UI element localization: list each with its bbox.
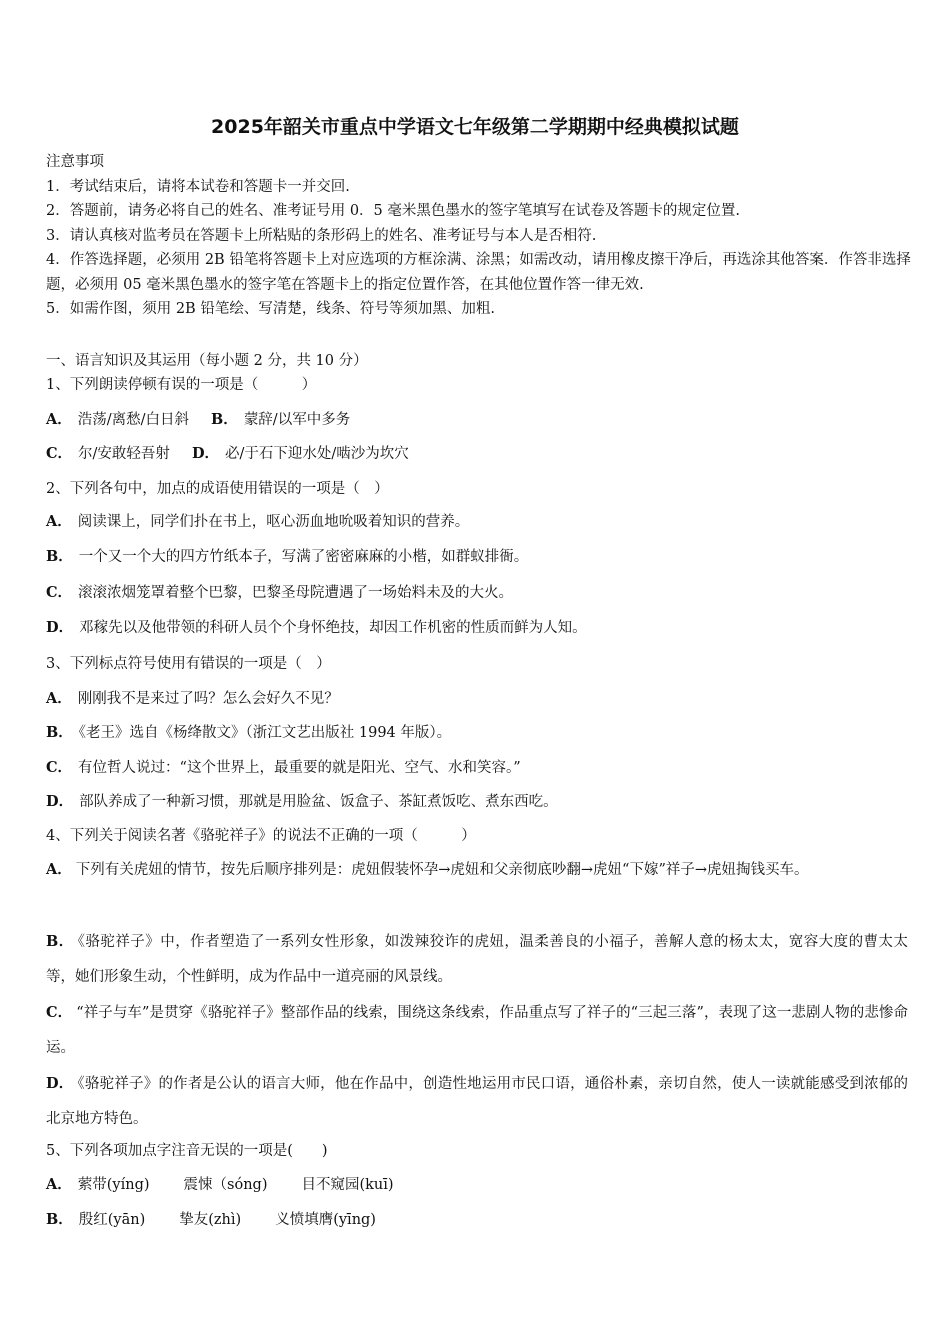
option-label: C． [46,584,73,601]
notice-item: 4．作答选择题，必须用 2B 铅笔将答题卡上对应选项的方框涂满、涂黑；如需改动，请用橡皮擦干净后，再选涂其他答案．作答非选择题，必须用 05 毫米黑色墨水的签字笔在答题卡上的指定位置作答，在其他位置作答一律无效. [46,252,911,293]
option-paragraph [46,852,908,888]
option-label: B． [46,933,74,950]
option-text: 《骆驼祥子》的作者是公认的语言大师，他在作品中，创造性地运用市民口语，通俗朴素，亲切自然，使人一读就能感受到浓郁的北京地方特色。 [46,1076,908,1127]
question-stem: 1、下列朗读停顿有误的一项是（ ） [46,377,317,393]
option-row [46,510,469,534]
option-text: 一个又一个大的四方竹纸本子，写满了密密麻麻的小楷，如群蚁排衙。 [78,549,529,565]
option-label: A． [46,861,72,878]
option-row [46,1208,376,1232]
option-text: 滚滚浓烟笼罩着整个巴黎，巴黎圣母院遭遇了一场始料未及的大火。 [78,585,514,601]
question-stem: 5、下列各项加点字注音无误的一项是( ) [46,1143,328,1159]
option-row [46,1173,394,1197]
page-title: 2025年韶关市重点中学语文七年级第二学期期中经典模拟试题 [211,116,739,138]
option-text: 必/于石下迎水处/啮沙为坎穴 [225,446,409,462]
option-text: 挚友(zhì) [179,1212,242,1228]
notice-item: 3．请认真核对监考员在答题卡上所粘贴的条形码上的姓名、准考证号与本人是否相符. [46,227,597,244]
option-text: 震悚（sóng) [183,1177,268,1193]
option-text: 有位哲人说过：“这个世界上，最重要的就是阳光、空气、水和笑容。” [78,760,521,776]
question-stem: 2、下列各句中，加点的成语使用错误的一项是（ ） [46,481,389,497]
question-stem: 4、下列关于阅读名著《骆驼祥子》的说法不正确的一项（ ） [46,828,476,844]
option-label: D． [46,1075,74,1092]
section-heading: 一、语言知识及其运用（每小题 2 分，共 10 分） [46,353,368,369]
option-row [46,790,558,814]
notice-item: 5．如需作图，须用 2B 铅笔绘、写清楚，线条、符号等须加黑、加粗. [46,301,495,317]
option-text: 阅读课上，同学们扑在书上，呕心沥血地吮吸着知识的营养。 [77,514,470,530]
option-label: C． [46,1004,73,1021]
option-text: 蒙辞/以军中多务 [243,412,351,428]
option-row [46,756,521,780]
option-label: A． [46,411,72,428]
option-text: 义愤填膺(yīng) [275,1212,376,1228]
option-paragraph [46,1066,908,1137]
option-row [46,721,451,745]
notice-item: 2．答题前，请务必将自己的姓名、准考证号用 0．5 毫米黑色墨水的签字笔填写在试卷及答题卡的规定位置. [46,203,740,219]
option-label: B． [46,724,73,741]
option-row [46,616,587,640]
option-text: 《骆驼祥子》中，作者塑造了一系列女性形象，如泼辣狡诈的虎妞，温柔善良的小福子，善解人意的杨太太，宽容大度的曹太太等，她们形象生动，个性鲜明，成为作品中一道亮丽的风景线。 [46,934,908,985]
option-label: B． [46,1211,73,1228]
option-text: 邓稼先以及他带领的科研人员个个身怀绝技，却因工作机密的性质而鲜为人知。 [79,620,587,636]
notice-item: 1．考试结束后，请将本试卷和答题卡一并交回. [46,178,350,195]
option-label: C． [46,759,73,776]
option-text: 部队养成了一种新习惯，那就是用脸盆、饭盒子、茶缸煮饭吃、煮东西吃。 [79,794,558,810]
option-paragraph [46,924,908,995]
option-text: 下列有关虎妞的情节，按先后顺序排列是：虎妞假装怀孕→虎妞和父亲彻底吵翻→虎妞“下嫁”祥子→虎妞掏钱买车。 [75,862,809,878]
option-label: B． [211,411,238,428]
option-row [46,687,339,711]
option-label: A． [46,1176,72,1193]
option-row [46,408,350,432]
option-text: 《老王》选自《杨绛散文》（浙江文艺出版社 1994 年版）。 [78,725,452,741]
notice-block [46,150,916,322]
option-label: D． [191,445,220,462]
option-label: A． [46,513,72,530]
option-text: 刚刚我不是来过了吗？怎么会好久不见？ [77,691,339,707]
option-row [46,545,528,569]
option-paragraph [46,995,908,1066]
notice-heading: 注意事项 [46,154,104,170]
option-text: 目不窥园(kuī) [301,1177,394,1193]
option-row [46,442,409,466]
option-label: A． [46,690,72,707]
option-row [46,581,513,605]
option-label: C． [46,445,73,462]
option-label: B． [46,548,73,565]
option-text: 殷红(yān) [78,1212,146,1228]
option-label: D． [46,793,74,810]
option-label: D． [46,619,74,636]
option-text: 萦带(yíng) [77,1177,150,1193]
option-text: 尔/安敢轻吾射 [78,446,170,462]
question-stem: 3、下列标点符号使用有错误的一项是（ ） [46,656,331,672]
option-text: “祥子与车”是贯穿《骆驼祥子》整部作品的线索，围绕这条线索，作品重点写了祥子的“三起三落”，表现了这一悲剧人物的悲惨命运。 [46,1005,908,1056]
option-text: 浩荡/离愁/白日斜 [77,412,190,428]
